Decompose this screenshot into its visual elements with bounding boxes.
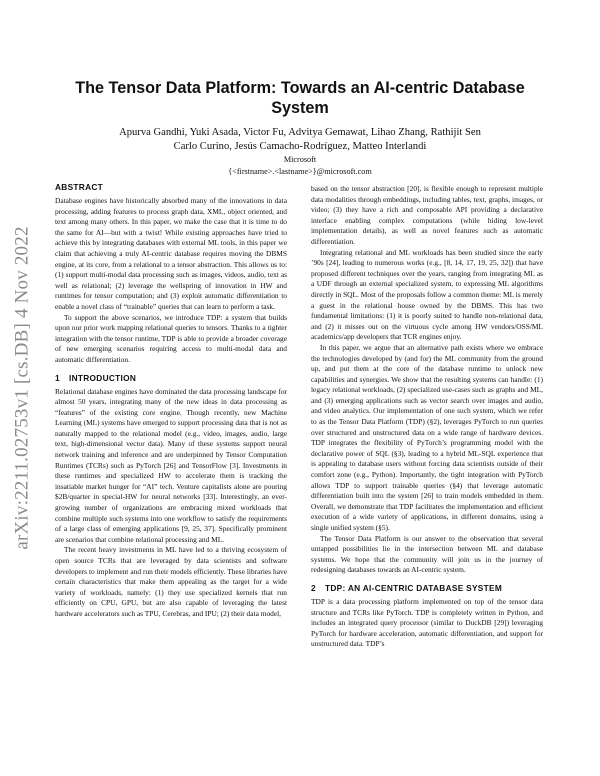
authors-line-1: Apurva Gandhi, Yuki Asada, Victor Fu, Advitya Gemawat, Lihao Zhang, Rathijit Sen — [119, 127, 481, 138]
right-paragraph-4: The Tensor Data Platform is our answer to the observation that several untapped possibilities lie in the intersection between ML and database systems. We hope that the community will join us in the journey of redesigning databases towards an AI-centric system. — [311, 533, 543, 575]
abstract-paragraph-2: To support the above scenarios, we introduce TDP: a system that builds upon our prior work mapping relational queries to tensors. Thanks to a tighter integration with the tensor runtime, TDP is able to provide a broader coverage of new emerging scenarios requiring access to multi-modal data and automatic differentiation. — [55, 312, 287, 364]
intro-paragraph-1: Relational database engines have dominated the data processing landscape for almost 50 years, integrating many of the new ideas in data processing as “features” of the existing core engine. Though recently, new Machine Learning (ML) systems have emerged to support processing data that is not as naturally mapped to the relational model (e.g., video, images, audio, large text, high-dimensional vector data). Many of these systems support neural network training and inference and are underpinned by Tensor Computation Runtimes (TCRs) such as PyTorch [26] and TensorFlow [3]. Investments in these runtimes and specialized HW to accelerate them is tracking the insatiable market hunger for “AI” tech. Venture capitalists alone are pouring $2B/quarter in special-HW for neural networks [33]. Interestingly, an ever-growing number of organizations are embracing mixed workloads that combine multiple such systems into one workflow to satisfy the requirements of a large class of emerging applications [9, 25, 37]. Specifically prominent are scenarios that combine relational processing and ML. — [55, 386, 287, 544]
abstract-paragraph-1: Database engines have historically absorbed many of the innovations in data processing, adding features to process graph data, XML, object oriented, and text among many others. In this paper, we make the case that it is time to do the same for AI—but with a twist! While existing approaches have tried to achieve this by integrating databases with external ML tools, in this paper we claim that achieving a truly AI-centric database requires moving the DBMS engine, at its core, from a relational to a tensor abstraction. This allows us to: (1) support multi-modal data processing such as images, videos, audio, text as well as relational; (2) leverage the wellspring of innovation in HW and runtimes for tensor computation; and (3) exploit automatic differentiation to enable a novel class of “trainable” queries that can learn to perform a task. — [55, 196, 287, 311]
abstract-heading: ABSTRACT — [55, 182, 104, 192]
arxiv-identifier[interactable]: arXiv:2211.02753v1 [cs.DB] 4 Nov 2022 — [12, 226, 33, 550]
left-column — [55, 182, 287, 620]
tdp-section-number: 2 — [311, 582, 316, 593]
intro-heading-text: INTRODUCTION — [69, 372, 137, 383]
intro-paragraph-2: The recent heavy investments in ML have led to a thriving ecosystem of open source TCRs that are leveraged by data scientists and software developers to implement and run their models efficiently. These libraries have certain characteristics that make them appealing as the target for a wide variety of workloads, namely: (1) they use specialized kernels that run efficiently on CPU, GPU, but are also capable of leveraging the latest hardware accelerators such as TPU, Cerebras, and IPU; (2) their data model, — [55, 545, 287, 618]
author-list — [60, 126, 540, 154]
intro-heading — [55, 373, 287, 384]
right-column — [311, 184, 543, 650]
right-paragraph-2: Integrating relational and ML workloads has been studied since the early ’90s [24], leading to numerous works (e.g., [8, 14, 17, 19, 25, 32]) that have proposed different techniques over the years, ranging from integrating ML as a UDF through an external specialized system, to expressing ML algorithms directly in SQL. Most of the proposals follow a common theme: ML is merely a guest in the relational house owned by the DBMS. This has two fundamental limitations: (1) it is poorly suited to handle non-relational data, and (2) it misses out on the virtuous cycle among HW vendors/OSS/ML academics/app developers that TCR engines enjoy. — [311, 247, 543, 342]
right-paragraph-3: In this paper, we argue that an alternative path exists where we embrace the technologies developed by (and for) the ML community from the ground up, and put them at the core of the database runtime to unlock new capabilities and synergies. We show that the resulting systems can handle: (1) legacy relational workloads, (2) specialized use-cases such as graphs and ML, and (3) emerging applications such as vector search over images and audio, and video analytics. Our implementation of one such system, which we refer to as the Tensor Data Platform (TDP) (§2), leverages PyTorch to run queries over structured and unstructured data on a wide range of hardware devices. TDP integrates the flexibility of PyTorch’s programming model with the declarative power of SQL (§3), leading to a hybrid ML-SQL experience that is appealing to database users without forcing data scientists outside of their comfort zone (e.g., Python). Importantly, the tight integration with PyTorch allows TDP to support trainable queries (§4) that leverage automatic differentiation built into the system [26] to train models embedded in them. Overall, we demonstrate that TDP facilitates the implementation and efficient execution of a wide variety of applications, in different domains, using a single unified system (§5). — [311, 342, 543, 532]
paper-title: The Tensor Data Platform: Towards an AI-centric Database System — [75, 79, 525, 117]
authors-line-2: Carlo Curino, Jesús Camacho-Rodríguez, Matteo Interlandi — [173, 141, 427, 152]
tdp-paragraph-1: TDP is a data processing platform implemented on top of the tensor data structure and TCRs like PyTorch. TDP is completely written in Python, and includes an integrated query processor (similar to DuckDB [29]) leveraging PyTorch for hardware acceleration, automatic differentiation, and support for unstructured data. TDP’s — [311, 596, 543, 649]
right-paragraph-1: based on the tensor abstraction [20], is flexible enough to represent multiple data modalities through embeddings, including tables, text, graphs, images, or video; (3) they have a rich and composable API providing a declarative interface enabling complex computations (while hiding low-level implementation details), as well as novel features such as automatic differentiation. — [311, 184, 543, 246]
affiliation: Microsoft — [283, 155, 317, 164]
arxiv-sidebar — [10, 198, 36, 578]
intro-section-number: 1 — [55, 372, 60, 383]
tdp-section-heading — [311, 583, 543, 594]
tdp-heading-text: TDP: AN AI-CENTRIC DATABASE SYSTEM — [325, 582, 503, 593]
author-email[interactable]: {<firstname>.<lastname>}@microsoft.com — [228, 167, 372, 176]
